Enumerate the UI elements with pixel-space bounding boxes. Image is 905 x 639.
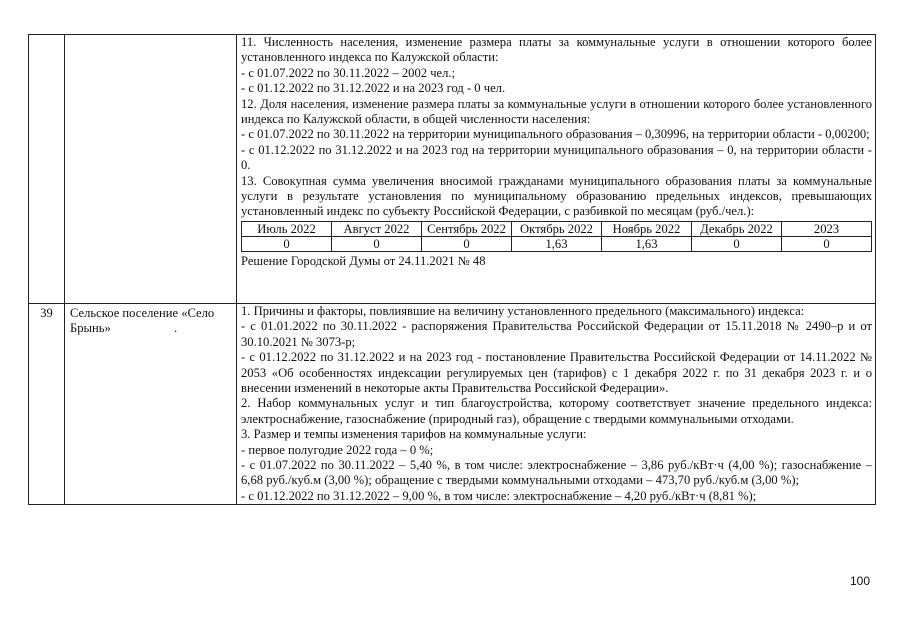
paragraph: 13. Совокупная сумма увеличения вносимой гражданами муниципального образования платы за коммунальные услуги в результате установления по муниципальному образованию предельных индексов, превышающих установленный индекс по субъекту Российской Федерации, с разбивкой по месяцам (руб./чел.): <box>241 173 872 219</box>
month-value: 0 <box>242 236 332 251</box>
paragraph: 2. Набор коммунальных услуг и тип благоустройства, которому соответствует значение предельного индекса: электроснабжение, газоснабжение (природный газ), обращение с твердыми коммунальными отходами. <box>241 396 872 426</box>
month-header: 2023 <box>782 221 872 236</box>
month-header: Октябрь 2022 <box>512 221 602 236</box>
stray-mark: . <box>173 321 178 336</box>
paragraph: - с 01.01.2022 по 30.11.2022 - распоряжения Правительства Российской Федерации от 15.11.2018 № 2490–р и от 30.10.2021 № 3073-р; <box>241 319 872 349</box>
municipality-name: Сельское поселение «Село Брынь» <box>70 306 215 336</box>
month-header: Август 2022 <box>332 221 422 236</box>
month-value: 0 <box>332 236 422 251</box>
paragraph: - с 01.07.2022 по 30.11.2022 – 2002 чел.; <box>241 65 456 80</box>
month-value: 1,63 <box>512 236 602 251</box>
month-header: Ноябрь 2022 <box>602 221 692 236</box>
description-cell <box>237 304 876 505</box>
row-number-cell <box>29 35 65 304</box>
paragraph: - с 01.07.2022 по 30.11.2022 на территории муниципального образования – 0,30996, на территории области - 0,00200; <box>241 127 870 142</box>
paragraph: 1. Причины и факторы, повлиявшие на величину установленного предельного (максимального) индекса: <box>241 304 805 318</box>
table-header-row <box>242 221 872 236</box>
paragraph: - с 01.12.2022 по 31.12.2022 и на 2023 год на территории муниципального образования – 0, на территории области - 0. <box>241 142 872 173</box>
month-header: Июль 2022 <box>242 221 332 236</box>
paragraph: - первое полугодие 2022 года – 0 %; <box>241 442 434 457</box>
paragraph: 12. Доля населения, изменение размера платы за коммунальные услуги в отношении которого более установленного индекса по Калужской области, в общей численности населения: <box>241 96 872 127</box>
paragraph: 3. Размер и темпы изменения тарифов на коммунальные услуги: <box>241 427 587 442</box>
table-row <box>29 35 876 304</box>
month-header: Декабрь 2022 <box>692 221 782 236</box>
table-row <box>242 236 872 251</box>
document-table <box>28 34 876 505</box>
paragraph: 11. Численность населения, изменение размера платы за коммунальные услуги в отношении которого более установленного индекса по Калужской области: <box>241 35 872 65</box>
month-value: 0 <box>692 236 782 251</box>
month-value: 0 <box>422 236 512 251</box>
paragraph: - с 01.12.2022 по 31.12.2022 и на 2023 год - постановление Правительства Российской Федерации от 14.11.2022 № 2053 «Об особенностях индексации регулируемых цен (тарифов) с 1 декабря 2022 г. по 31 декабря 2023 г. и о внесении изменений в некоторые акты Правительства Российской Федерации». <box>241 350 872 396</box>
row-number-cell: 39 <box>29 304 65 505</box>
table-row <box>29 304 876 505</box>
month-value: 1,63 <box>602 236 692 251</box>
municipality-name-cell <box>65 35 237 304</box>
description-cell <box>237 35 876 304</box>
monthly-increase-table <box>241 221 872 252</box>
decision-reference: Решение Городской Думы от 24.11.2021 № 48 <box>241 253 486 268</box>
month-header: Сентябрь 2022 <box>422 221 512 236</box>
paragraph: - с 01.12.2022 по 31.12.2022 – 9,00 %, в том числе: электроснабжение – 4,20 руб./кВт·ч (8,81 %); <box>241 488 757 503</box>
month-value: 0 <box>782 236 872 251</box>
paragraph: - с 01.07.2022 по 30.11.2022 – 5,40 %, в том числе: электроснабжение – 3,86 руб./кВт·ч (4,00 %); газоснабжение – 6,68 руб./куб.м (3,00 %); обращение с твердыми коммунальными отходами – 473,70 руб./куб.м (3,00 %); <box>241 458 872 488</box>
paragraph: - с 01.12.2022 по 31.12.2022 и на 2023 год - 0 чел. <box>241 81 506 96</box>
page-number: 100 <box>850 574 871 588</box>
municipality-name-cell <box>65 304 237 505</box>
